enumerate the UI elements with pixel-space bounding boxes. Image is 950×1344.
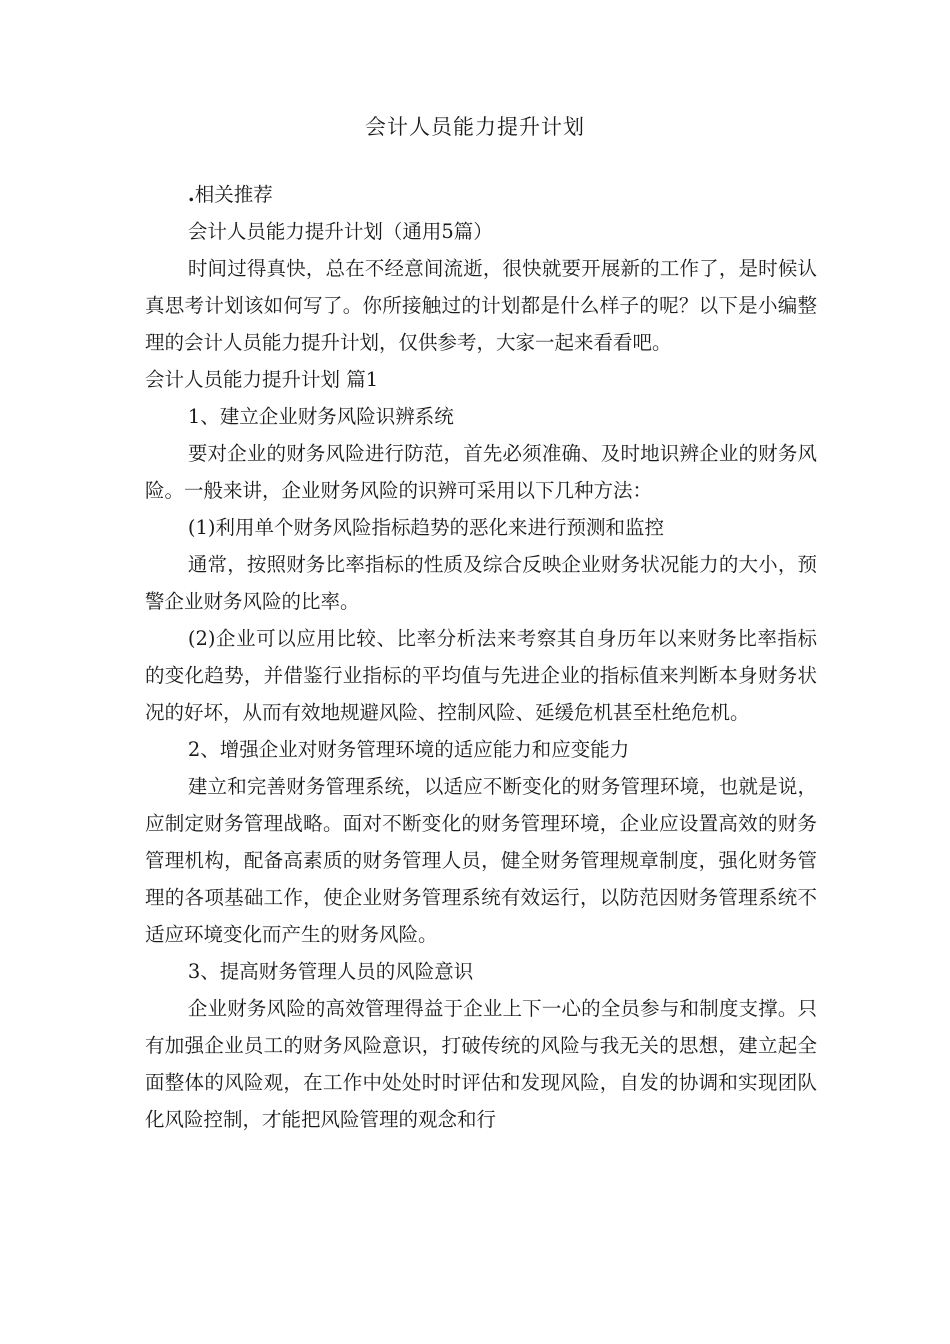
document-body	[145, 176, 817, 1138]
intro-paragraph: 时间过得真快，总在不经意间流逝，很快就要开展新的工作了，是时候认真思考计划该如何写了。你所接触过的计划都是什么样子的呢？以下是小编整理的会计人员能力提升计划，仅供参考，大家一起来看看吧。	[145, 257, 817, 354]
method1-paragraph: 通常，按照财务比率指标的性质及综合反映企业财务状况能力的大小，预警企业财务风险的比率。	[145, 553, 817, 613]
point2-heading: 2、增强企业对财务管理环境的适应能力和应变能力	[187, 738, 630, 761]
point3-paragraph: 企业财务风险的高效管理得益于企业上下一心的全员参与和制度支撑。只有加强企业员工的财务风险意识，打破传统的风险与我无关的思想，建立起全面整体的风险观，在工作中处处时时评估和发现风险，自发的协调和实现团队化风险控制，才能把风险管理的观念和行	[145, 997, 817, 1131]
method1-heading: (1)利用单个财务风险指标趋势的恶化来进行预测和监控	[187, 516, 665, 539]
related-recommendation	[145, 176, 817, 213]
subtitle: 会计人员能力提升计划（通用5篇）	[187, 220, 493, 243]
section-heading: 会计人员能力提升计划 篇1	[145, 368, 379, 391]
point3-heading: 3、提高财务管理人员的风险意识	[187, 960, 474, 983]
point2-paragraph: 建立和完善财务管理系统，以适应不断变化的财务管理环境，也就是说，应制定财务管理战略。面对不断变化的财务管理环境，企业应设置高效的财务管理机构，配备高素质的财务管理人员，健全财务管理规章制度，强化财务管理的各项基础工作，使企业财务管理系统有效运行，以防范因财务管理系统不适应环境变化而产生的财务风险。	[145, 775, 817, 946]
document-title: 会计人员能力提升计划	[365, 115, 585, 139]
point1-heading: 1、建立企业财务风险识辨系统	[187, 405, 454, 428]
point1-paragraph: 要对企业的财务风险进行防范，首先必须准确、及时地识辨企业的财务风险。一般来讲，企业财务风险的识辨可采用以下几种方法：	[145, 442, 817, 502]
method2-paragraph: (2)企业可以应用比较、比率分析法来考察其自身历年以来财务比率指标的变化趋势，并借鉴行业指标的平均值与先进企业的指标值来判断本身财务状况的好坏，从而有效地规避风险、控制风险、延缓危机甚至杜绝危机。	[145, 627, 817, 724]
related-marker: .	[187, 183, 195, 206]
related-label: 相关推荐	[194, 183, 273, 206]
